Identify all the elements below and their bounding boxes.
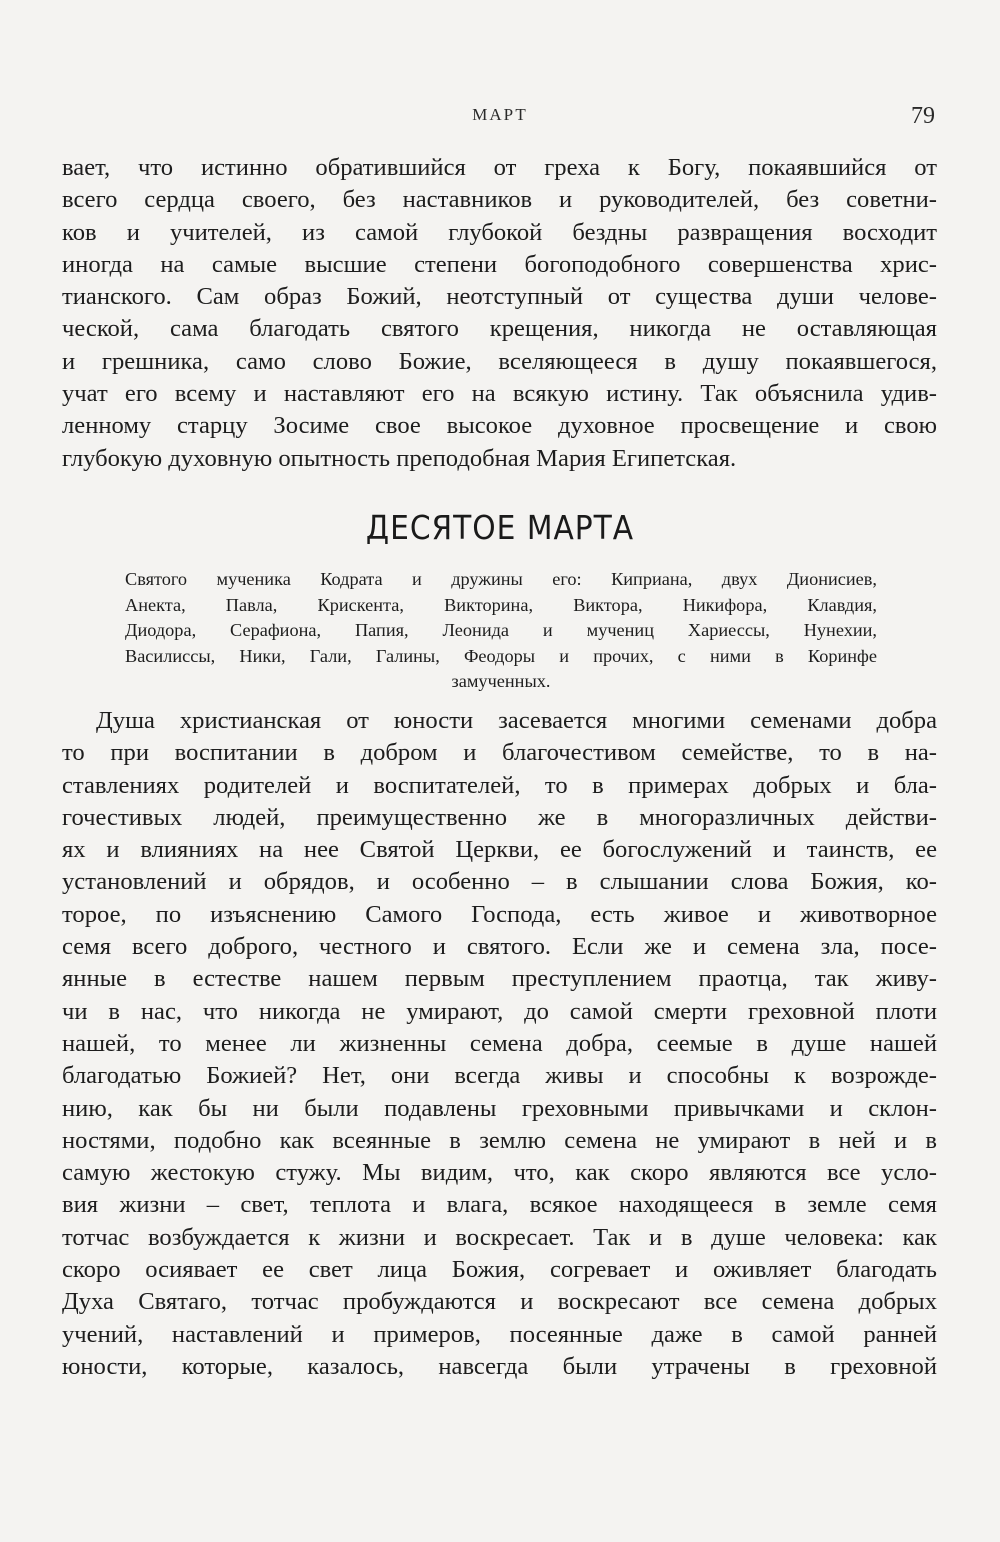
text-line: вия жизни – свет, теплота и влага, всякое находящееся в земле семя [62, 1191, 937, 1219]
text-line: вает, что истинно обратившийся от греха к Богу, покаявшийся от [62, 154, 937, 181]
text-line: скоро осиявает ее свет лица Божия, согревает и оживляет благодать [62, 1256, 937, 1284]
subtitle-line: Анекта, Павла, Крискента, Викторина, Виктора, Никифора, Клавдия, [125, 594, 877, 615]
text-line: нашей, то менее ли жизненны семена добра, сеемые в душе нашей [62, 1029, 937, 1057]
subtitle-line: Василиссы, Ники, Гали, Галины, Феодоры и прочих, с ними в Коринфе [125, 645, 877, 666]
section-subtitle [125, 567, 877, 695]
subtitle-line: Святого мученика Кодрата и дружины его: Киприана, двух Дионисиев, [125, 569, 877, 589]
text-line: глубокую духовную опытность преподобная Мария Египетская. [62, 444, 737, 472]
subtitle-line: замученных. [451, 671, 551, 692]
text-line: благодатью Божией? Нет, они всегда живы и способны к возрожде- [62, 1062, 937, 1090]
text-line: торое, по изъяснению Самого Господа, есть живое и животворное [62, 900, 937, 928]
text-line: учений, наставлений и примеров, посеянные даже в самой ранней [62, 1320, 937, 1348]
text-line: учат его всему и наставляют его на всякую истину. Так объяснила удив- [62, 380, 937, 408]
text-line: установлений и обрядов, и особенно – в слышании слова Божия, ко- [62, 868, 937, 896]
text-line: чи в нас, что никогда не умирают, до самой смерти греховной плоти [62, 997, 937, 1025]
subtitle-line: Диодора, Серафиона, Папия, Леонида и мучениц Хариессы, Нунехии, [125, 620, 877, 641]
text-line: тианского. Сам образ Божий, неотступный от существа души челове- [62, 283, 937, 311]
page-number: 79 [911, 103, 935, 129]
section-title: ДЕСЯТОЕ МАРТА [365, 508, 635, 547]
text-line: нию, как бы ни были подавлены греховными привычками и склон- [62, 1094, 937, 1122]
main-paragraph [62, 705, 937, 1383]
text-line: янные в естестве нашем первым преступлением праотца, так живу- [62, 965, 937, 993]
text-line: иногда на самые высшие степени богоподобного совершенства хрис- [62, 250, 937, 278]
text-line: юности, которые, казалось, навсегда были утрачены в греховной [62, 1352, 937, 1380]
text-line: ставлениях родителей и воспитателей, то в примерах добрых и бла- [62, 771, 937, 799]
text-line: ческой, сама благодать святого крещения, никогда не оставляющая [62, 315, 937, 343]
text-line: самую жестокую стужу. Мы видим, что, как скоро являются все усло- [62, 1159, 937, 1187]
text-line: гочестивых людей, преимущественно же в многоразличных действи- [62, 803, 937, 831]
text-line: ях и влияниях на нее Святой Церкви, ее богослужений и таинств, ее [62, 836, 937, 864]
text-line: то при воспитании в добром и благочестивом семействе, то в на- [62, 739, 937, 767]
text-line: и грешника, само слово Божие, вселяющееся в душу покаявшегося, [62, 347, 937, 375]
running-head [0, 103, 1000, 133]
running-title: МАРТ [472, 105, 528, 124]
top-paragraph [62, 152, 937, 475]
text-line: ков и учителей, из самой глубокой бездны развращения восходит [62, 218, 937, 246]
text-line: ленному старцу Зосиме свое высокое духовное просвещение и свою [62, 412, 937, 440]
text-line: Душа христианская от юности засевается многими семенами добра [96, 707, 937, 734]
text-line: Духа Святаго, тотчас пробуждаются и воскресают все семена добрых [62, 1288, 937, 1316]
text-line: семя всего доброго, честного и святого. Если же и семена зла, посе- [62, 933, 937, 961]
text-line: всего сердца своего, без наставников и руководителей, без советни- [62, 186, 937, 214]
text-line: тотчас возбуждается к жизни и воскресает. Так и в душе человека: как [62, 1223, 937, 1251]
text-line: ностями, подобно как всеянные в землю семена не умирают в ней и в [62, 1126, 937, 1154]
